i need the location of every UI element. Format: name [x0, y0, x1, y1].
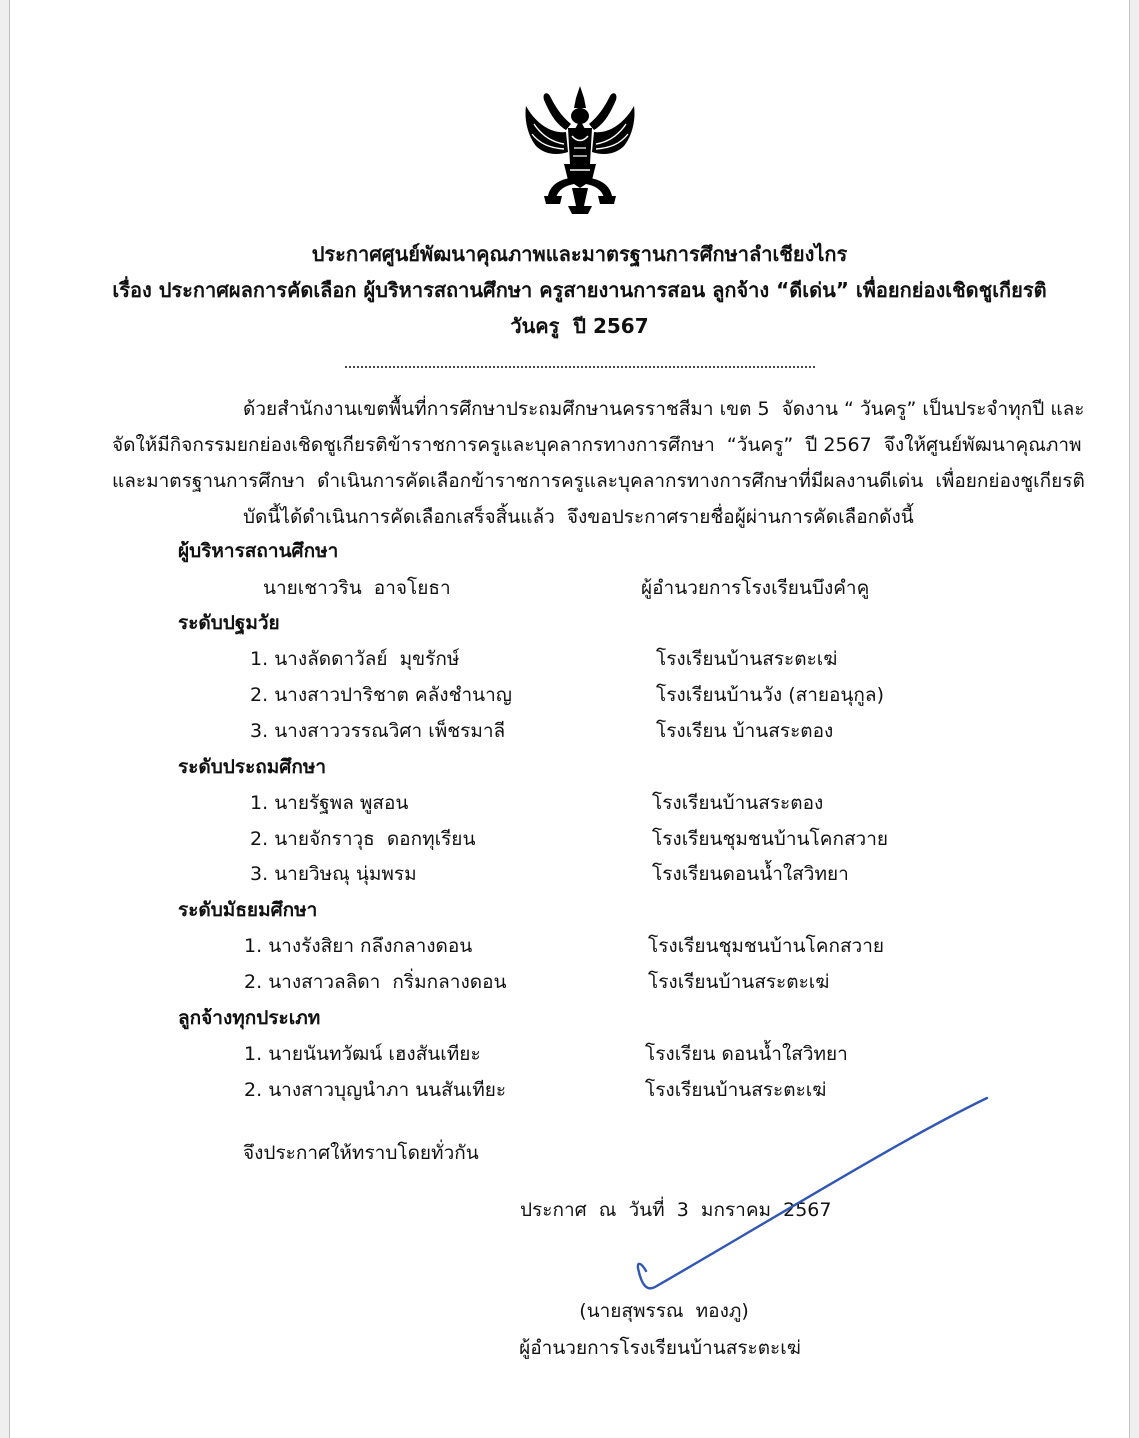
awardee-affiliation: ผู้อำนวยการโรงเรียนบึงคำคู [641, 577, 870, 599]
section-heading-administrators: ผู้บริหารสถานศึกษา [178, 540, 339, 562]
list-number: 1. [244, 1043, 263, 1065]
awardee-name [250, 713, 505, 749]
awardee-affiliation: โรงเรียนบ้านสระตอง [652, 792, 824, 814]
awardee-affiliation: โรงเรียน ดอนน้ำใสวิทยา [645, 1043, 848, 1065]
intro-paragraph-line: จัดให้มีกิจกรรมยกย่องเชิดชูเกียรติข้าราชการครูและบุคลากรทางการศึกษา “วันครู” ปี 2567 จึงให้ศูนย์พัฒนาคุณภาพ [112, 434, 1082, 456]
awardee-name-text: นายนันทวัฒน์ เฮงสันเทียะ [268, 1043, 481, 1065]
closing-statement: จึงประกาศให้ทราบโดยทั่วกัน [243, 1142, 479, 1164]
page-edge-left [0, 0, 10, 1438]
awardee-name-text: นายรัฐพล พูสอน [274, 792, 409, 814]
list-number: 1. [250, 648, 269, 670]
awardee-affiliation: โรงเรียนดอนน้ำใสวิทยา [652, 863, 849, 885]
list-number: 1. [244, 935, 263, 957]
list-number: 2. [250, 828, 269, 850]
intro-paragraph-line: บัดนี้ได้ดำเนินการคัดเลือกเสร็จสิ้นแล้ว จึงขอประกาศรายชื่อผู้ผ่านการคัดเลือกดังนี้ [243, 506, 914, 528]
signatory-name: (นายสุพรรณ ทองภู) [579, 1300, 749, 1322]
section-heading-early-childhood: ระดับปฐมวัย [178, 612, 280, 634]
awardee-affiliation: โรงเรียนบ้านสระตะเฆ่ [656, 648, 838, 670]
awardee-name-text: นายวิษณุ นุ่มพรม [274, 863, 417, 885]
list-number: 2. [244, 971, 263, 993]
awardee-affiliation: โรงเรียน บ้านสระตอง [656, 720, 834, 742]
awardee-name [244, 1072, 506, 1108]
section-heading-employees: ลูกจ้างทุกประเภท [178, 1007, 321, 1029]
awardee-affiliation: โรงเรียนบ้านสระตะเฆ่ [645, 1079, 827, 1101]
awardee-name-text: นางรังสิยา กลึงกลางดอน [268, 935, 473, 957]
awardee-name [244, 1036, 481, 1072]
awardee-affiliation: โรงเรียนบ้านวัง (สายอนุกูล) [656, 684, 884, 706]
list-number: 1. [250, 792, 269, 814]
awardee-affiliation: โรงเรียนบ้านสระตะเฆ่ [648, 971, 830, 993]
signatory-title: ผู้อำนวยการโรงเรียนบ้านสระตะเฆ่ [519, 1337, 801, 1359]
announcement-title: ประกาศศูนย์พัฒนาคุณภาพและมาตรฐานการศึกษาลำเชียงไกร [311, 242, 848, 266]
awardee-name: นายเชาวริน อาจโยธา [263, 577, 451, 599]
awardee-name-text: นายจักราวุธ ดอกทุเรียน [274, 828, 476, 850]
page-edge-right [1129, 0, 1139, 1438]
list-number: 3. [250, 720, 269, 742]
awardee-name-text: นางสาวลลิดา กริ่มกลางดอน [268, 971, 507, 993]
announcement-date: ประกาศ ณ วันที่ 3 มกราคม 2567 [520, 1199, 832, 1221]
awardee-name-text: นางสาววรรณวิศา เพ็ชรมาลี [274, 720, 506, 742]
awardee-name-text: นางสาวบุญนำภา นนสันเทียะ [268, 1079, 507, 1101]
announcement-subject: เรื่อง ประกาศผลการคัดเลือก ผู้บริหารสถานศึกษา ครูสายงานการสอน ลูกจ้าง “ดีเด่น” เพื่อยกย่องเชิดชูเกียรติ [112, 278, 1047, 302]
awardee-name [250, 641, 459, 677]
awardee-name [250, 821, 475, 857]
list-number: 3. [250, 863, 269, 885]
awardee-name-text: นางลัดดาวัลย์ มุขรักษ์ [274, 648, 460, 670]
awardee-name [244, 928, 472, 964]
intro-paragraph-line: ด้วยสำนักงานเขตพื้นที่การศึกษาประถมศึกษานครราชสีมา เขต 5 จัดงาน “ วันครู” เป็นประจำทุกปี และ [243, 398, 1085, 420]
awardee-name-text: นางสาวปาริชาต คลังชำนาญ [274, 684, 512, 706]
list-number: 2. [244, 1079, 263, 1101]
awardee-affiliation: โรงเรียนชุมชนบ้านโคกสวาย [652, 828, 889, 850]
awardee-name [244, 964, 507, 1000]
awardee-affiliation: โรงเรียนชุมชนบ้านโคกสวาย [648, 935, 885, 957]
intro-paragraph-line: และมาตรฐานการศึกษา ดำเนินการคัดเลือกข้าราชการครูและบุคลากรทางการศึกษาที่มีผลงานดีเด่น เพื่อยกย่องชูเกียรติ [112, 470, 1085, 492]
section-heading-primary: ระดับประถมศึกษา [178, 756, 327, 778]
list-number: 2. [250, 684, 269, 706]
dotted-separator [345, 366, 815, 368]
awardee-name [250, 856, 417, 892]
awardee-name [250, 785, 408, 821]
section-heading-secondary: ระดับมัธยมศึกษา [178, 899, 318, 921]
awardee-name [250, 677, 512, 713]
garuda-emblem [522, 84, 638, 216]
announcement-occasion: วันครู ปี 2567 [510, 314, 649, 338]
